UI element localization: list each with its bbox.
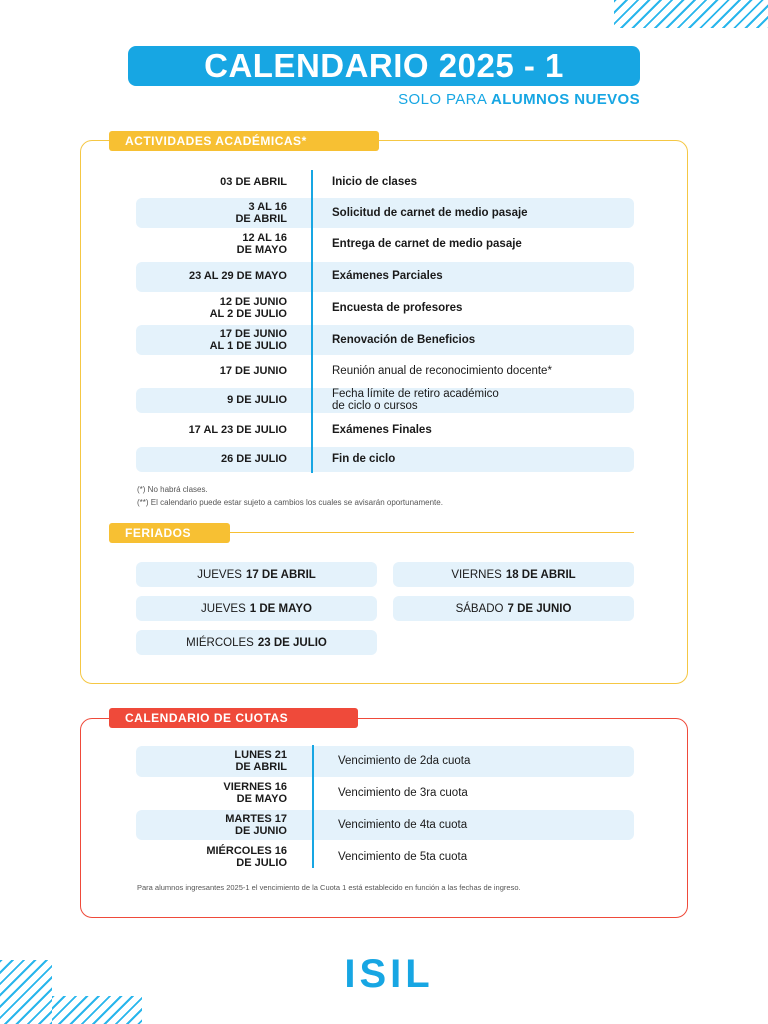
page-title: CALENDARIO 2025 - 1 [204,47,564,84]
fee-due-date: VIERNES 16 DE MAYO [223,781,287,805]
activity-description: Exámenes Parciales [332,270,443,282]
holiday-date: 17 DE ABRIL [245,568,316,581]
timeline-divider [312,745,314,868]
fee-due-date: MIÉRCOLES 16 DE JULIO [206,845,287,869]
holiday-weekday: MIÉRCOLES [186,636,254,649]
holiday-weekday: SÁBADO [455,602,504,615]
activity-date: 23 AL 29 DE MAYO [188,270,287,282]
decorative-stripes [614,0,768,28]
subtitle-prefix: SOLO PARA [398,91,487,108]
fee-due-date: MARTES 17 DE JUNIO [225,813,287,837]
fees-note: Para alumnos ingresantes 2025-1 el vencimiento de la Cuota 1 está establecido en función a las fechas de ingreso. [137,883,521,892]
isil-logo: ISIL [344,952,434,996]
activity-description: Fin de ciclo [332,453,396,465]
activity-date: 17 DE JUNIO [219,365,287,377]
holiday-item [136,630,377,655]
title-banner [128,46,640,86]
holiday-date: 1 DE MAYO [249,602,312,615]
activity-description: Exámenes Finales [332,424,432,436]
footnote: (*) No habrá clases. [137,485,208,494]
decorative-stripes [0,960,52,1024]
decorative-stripes [52,996,142,1024]
footnote: (**) El calendario puede estar sujeto a cambios los cuales se avisarán oportunamente. [137,498,443,507]
activity-date: 12 DE JUNIO AL 2 DE JULIO [209,296,287,320]
activity-description: Reunión anual de reconocimiento docente* [332,365,552,377]
activity-date: 12 AL 16 DE MAYO [236,232,287,256]
activity-date: 9 DE JULIO [227,394,287,406]
holiday-item [136,596,377,621]
fee-due-date: LUNES 21 DE ABRIL [234,749,287,773]
holidays-heading: FERIADOS [109,523,230,543]
activity-description: Encuesta de profesores [332,302,463,314]
activity-description: Solicitud de carnet de medio pasaje [332,207,528,219]
holiday-date: 18 DE ABRIL [505,568,576,581]
footnotes [137,483,443,509]
holiday-item [393,562,634,587]
holiday-date: 23 DE JULIO [257,636,327,649]
activity-description: Fecha límite de retiro académico de ciclo o cursos [332,388,499,412]
fee-description: Vencimiento de 4ta cuota [338,819,468,831]
activity-date: 26 DE JULIO [220,453,287,465]
heading-rule [230,532,634,533]
fee-description: Vencimiento de 5ta cuota [338,851,468,863]
subtitle-emphasis: ALUMNOS NUEVOS [491,91,640,108]
holiday-item [136,562,377,587]
activity-description: Renovación de Beneficios [332,334,476,346]
activity-date: 3 AL 16 DE ABRIL [235,201,287,225]
activity-description: Inicio de clases [332,176,418,188]
fee-description: Vencimiento de 2da cuota [338,755,471,767]
activity-description: Entrega de carnet de medio pasaje [332,238,522,250]
activity-date: 17 DE JUNIO AL 1 DE JULIO [209,328,287,352]
holiday-weekday: VIERNES [451,568,502,581]
holiday-weekday: JUEVES [197,568,242,581]
holiday-item [393,596,634,621]
holiday-date: 7 DE JUNIO [507,602,572,615]
fees-heading: CALENDARIO DE CUOTAS [109,708,358,728]
activity-date: 17 AL 23 DE JULIO [188,424,287,436]
page-subtitle [398,91,640,108]
timeline-divider [311,170,313,473]
fee-description: Vencimiento de 3ra cuota [338,787,468,799]
academic-heading: ACTIVIDADES ACADÉMICAS* [109,131,379,151]
holiday-weekday: JUEVES [201,602,246,615]
activity-date: 03 DE ABRIL [220,176,287,188]
